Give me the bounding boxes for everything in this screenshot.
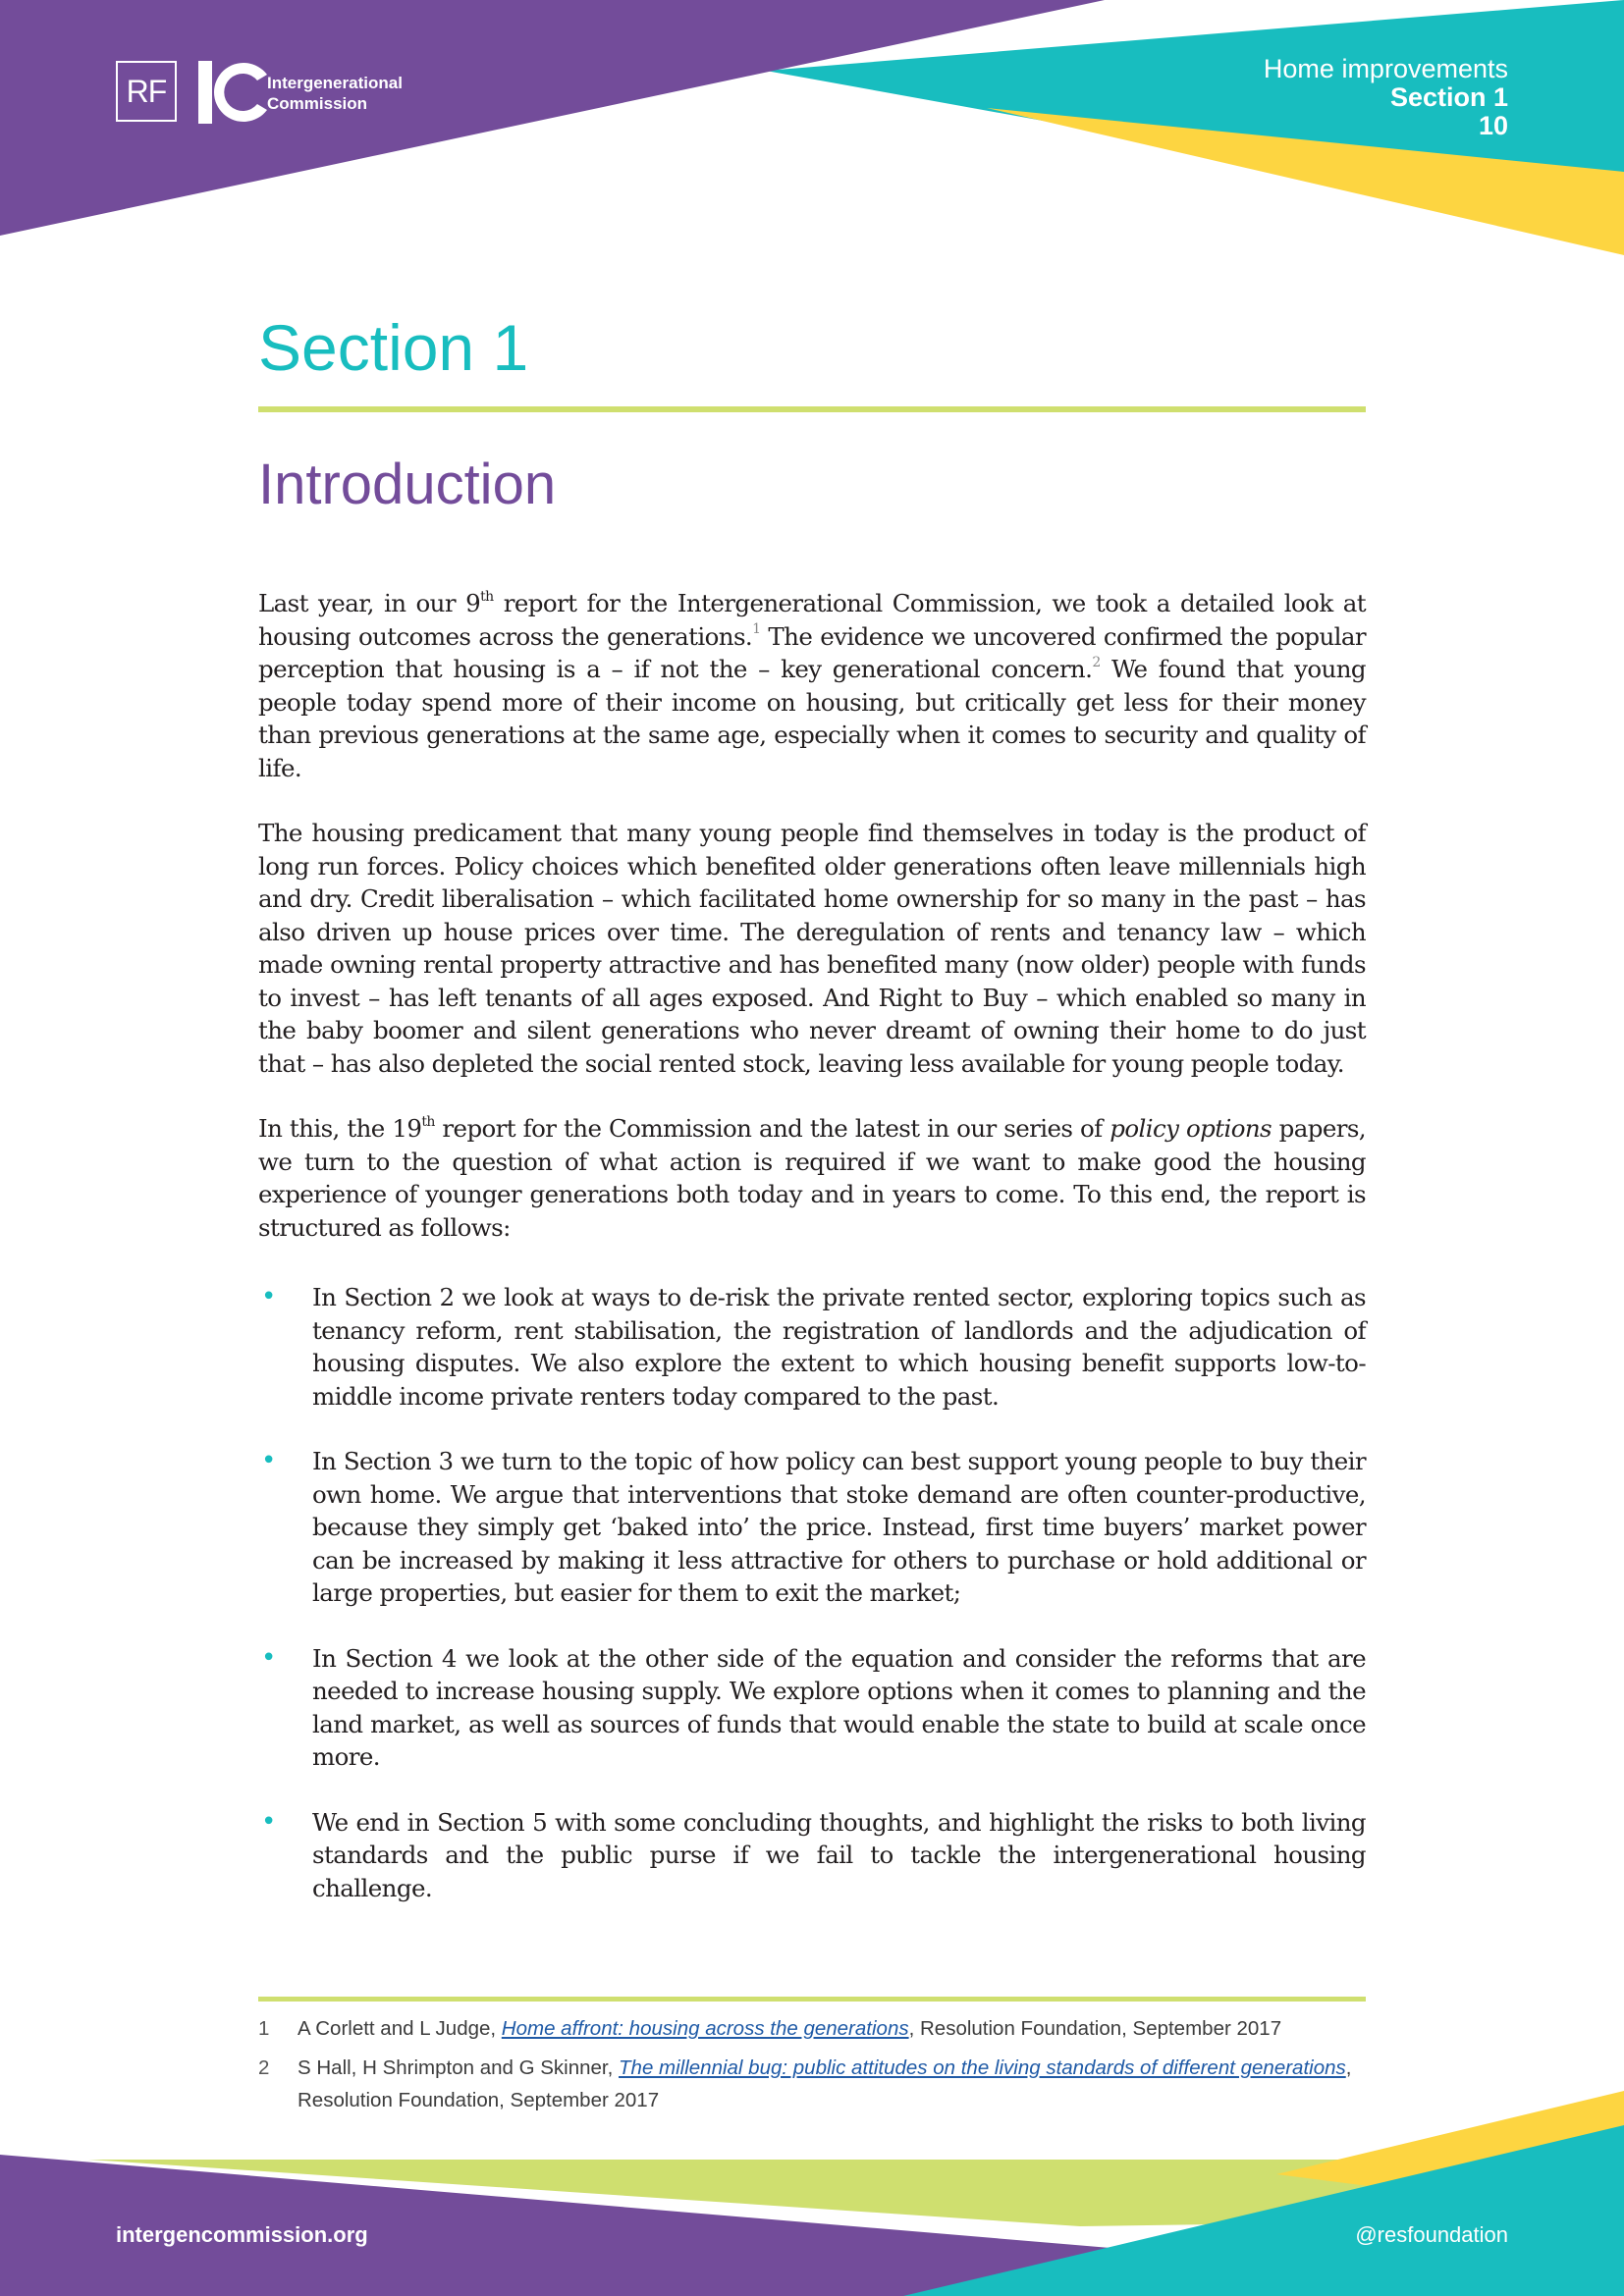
- page-title: Introduction: [258, 453, 557, 516]
- footnote-authors: A Corlett and L Judge,: [298, 2017, 502, 2040]
- p1-text-b: report for the Intergenerational Commission, we took a detailed look at housing outcomes across the generations.: [258, 589, 1366, 651]
- list-item: [258, 1281, 1366, 1413]
- ic-logo-line1: Intergenerational: [267, 74, 403, 92]
- rf-logo: RF: [116, 61, 177, 122]
- footnote-source: , Resolution Foundation, September 2017: [908, 2017, 1282, 2040]
- p3-text-c: papers, we turn to the question of what action is required if we want to make good the housing experience of younger generations both today and in years to come. To this end, the report is structured as follows:: [258, 1114, 1366, 1242]
- list-item: [258, 1642, 1366, 1774]
- footer-social-handle[interactable]: @resfoundation: [1355, 2222, 1508, 2247]
- footnotes: [258, 2012, 1366, 2123]
- footer-website-link[interactable]: intergencommission.org: [116, 2222, 368, 2247]
- footnote-divider: [258, 1997, 1366, 2002]
- bullet-icon: •: [261, 1446, 276, 1475]
- bullet-icon: •: [261, 1282, 276, 1311]
- p3-emphasis: policy options: [1110, 1114, 1272, 1143]
- p3-ordinal: th: [421, 1113, 435, 1130]
- footnote-link[interactable]: The millennial bug: public attitudes on the living standards of different generations: [619, 2056, 1346, 2079]
- p3-text-a: In this, the 19: [258, 1114, 422, 1143]
- list-item-text: We end in Section 5 with some concluding thoughts, and highlight the risks to both living standards and the public purse if we fail to tackle the intergenerational housing challenge.: [312, 1807, 1366, 1902]
- footnote-source: , Resolution Foundation, September 2017: [298, 2056, 1352, 2111]
- ic-logo-wordmark: [267, 73, 403, 114]
- paragraph-1: [258, 587, 1366, 784]
- p1-text-c: The evidence we uncovered confirmed the popular perception that housing is a – if not the – key generational concern.: [258, 621, 1366, 683]
- p1-ordinal: th: [480, 588, 494, 605]
- list-item-text: In Section 2 we look at ways to de-risk the private rented sector, exploring topics such as tenancy reform, rent stabilisation, the registration of landlords and the adjudication of housing disputes. We also explore the extent to which housing benefit supports low-to-middle income private renters today compared to the past.: [312, 1283, 1366, 1411]
- footnote-ref-1[interactable]: 1: [752, 621, 761, 638]
- footnote-ref-2[interactable]: 2: [1092, 654, 1101, 670]
- page-number: 10: [1478, 111, 1508, 140]
- section-list: [258, 1281, 1366, 1904]
- footnote-link[interactable]: Home affront: housing across the generations: [501, 2017, 909, 2040]
- ic-logo-mark: [194, 59, 273, 128]
- section-divider: [258, 406, 1366, 412]
- body-text: [258, 587, 1366, 1904]
- footnote-2: [258, 2052, 1366, 2116]
- main-content: [258, 306, 1366, 1904]
- paragraph-2: The housing predicament that many young people find themselves in today is the product of long run forces. Policy choices which benefited older generations often leave millennials high and dry. Credit liberalisation – which facilitated home ownership for so many in the past – has also driven up house prices over time. The deregulation of rents and tenancy law – which made owning rental property attractive and has benefited many (now older) people with funds to invest – has left tenants of all ages exposed. And Right to Buy – which enabled so many in the baby boomer and silent generations who never dreamt of owning their home to do just that – has also depleted the social rented stock, leaving less available for young people today.: [258, 819, 1366, 1078]
- footnote-number: 2: [258, 2056, 270, 2079]
- p1-text-d: We found that young people today spend more of their income on housing, but critically get less for their money than previous generations at the same age, especially when it comes to security and quality of life.: [258, 655, 1366, 782]
- footnote-number: 1: [258, 2017, 270, 2040]
- ic-logo-line2: Commission: [267, 94, 368, 113]
- p3-text-b: report for the Commission and the latest in our series of: [434, 1114, 1110, 1143]
- section-label: Section 1: [258, 311, 529, 384]
- footnote-1: [258, 2012, 1366, 2045]
- list-item: [258, 1445, 1366, 1610]
- list-item: [258, 1806, 1366, 1905]
- report-topic: Home improvements: [1263, 54, 1508, 83]
- bullet-icon: •: [261, 1806, 276, 1837]
- list-item-text: In Section 3 we turn to the topic of how policy can best support young people to buy their own home. We argue that interventions that stoke demand are often counter-productive, because they simply get ‘baked into’ the price. Instead, first time buyers’ market power can be increased by making it less attractive for others to purchase or hold additional or large properties, but easier for them to exit the market;: [312, 1447, 1366, 1607]
- header-section: Section 1: [1389, 82, 1508, 112]
- list-item-text: In Section 4 we look at the other side of the equation and consider the reforms that are needed to increase housing supply. We explore options when it comes to planning and the land market, as well as sources of funds that would enable the state to build at scale once more.: [312, 1643, 1366, 1771]
- footnote-authors: S Hall, H Shrimpton and G Skinner,: [298, 2056, 620, 2079]
- paragraph-3: [258, 1112, 1366, 1244]
- bullet-icon: •: [261, 1642, 276, 1673]
- p1-text-a: Last year, in our 9: [258, 589, 481, 617]
- running-header: [1264, 55, 1508, 140]
